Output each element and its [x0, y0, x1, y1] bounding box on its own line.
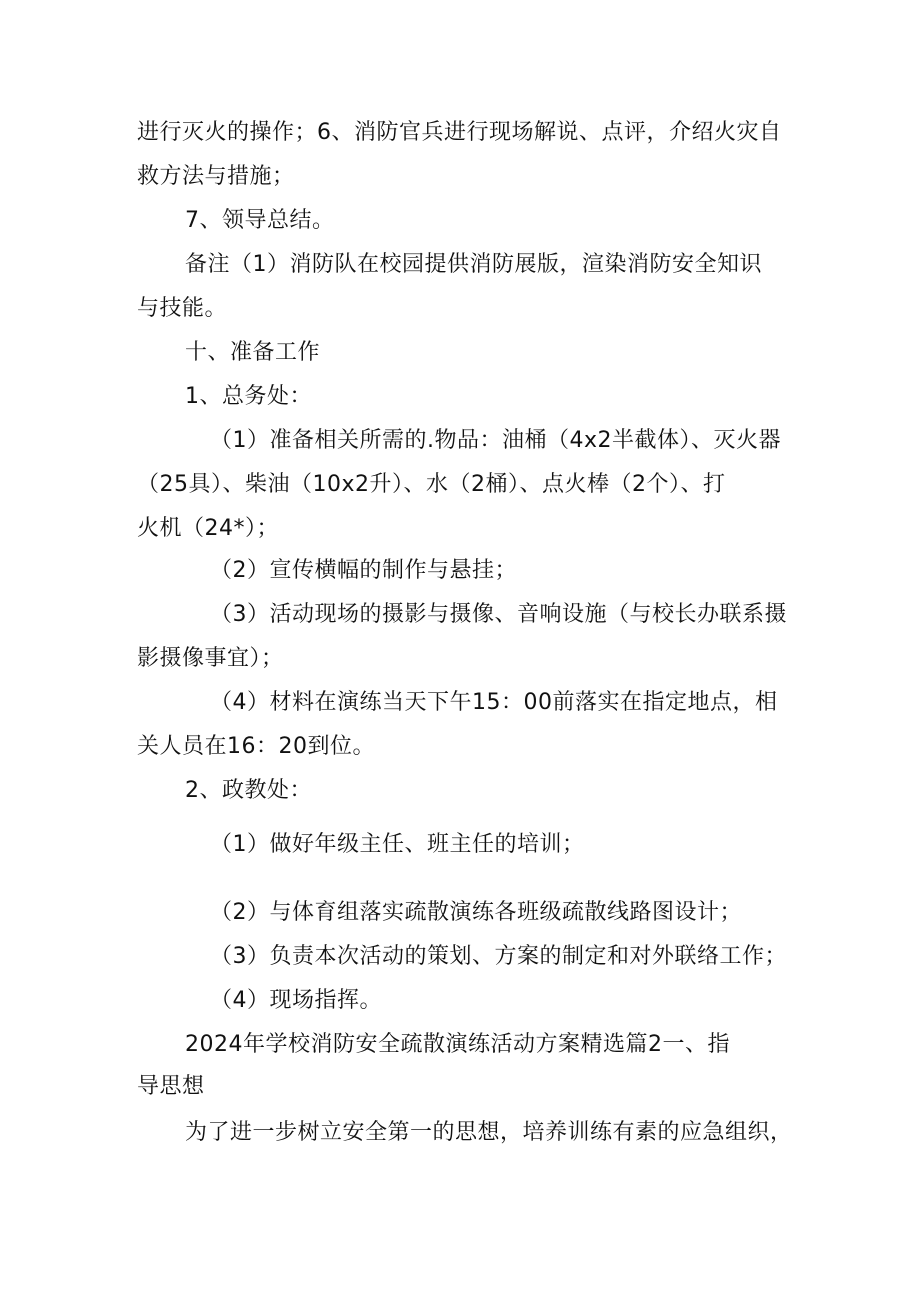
subsection-heading: 2、政教处：: [185, 778, 312, 803]
subsection-heading: 1、总务处：: [185, 384, 312, 409]
text-line: 7、领导总结。: [185, 208, 335, 233]
section-heading: 十、准备工作: [185, 340, 321, 365]
text-line: 救方法与措施；: [137, 164, 295, 189]
text-line: 为了进一步树立安全第一的思想，培养训练有素的应急组织，: [185, 1120, 793, 1145]
text-line: 进行灭火的操作；6、消防官兵进行现场解说、点评，介绍火灾自: [137, 120, 782, 145]
text-line: （1）准备相关所需的.物品：油桶（4x2半截体）、灭火器: [210, 428, 782, 453]
text-line: 火机（24*）；: [137, 516, 279, 541]
text-line: 与技能。: [137, 296, 228, 321]
text-line: 备注（1）消防队在校园提供消防展版，渲染消防安全知识: [185, 252, 762, 277]
text-line: 导思想: [137, 1074, 205, 1099]
text-line: （4）现场指挥。: [210, 988, 382, 1013]
text-line: 关人员在16：20到位。: [137, 734, 375, 759]
text-line: 影摄像事宜）；: [137, 646, 284, 671]
text-line: 2024年学校消防安全疏散演练活动方案精选篇2一、指: [185, 1032, 730, 1057]
text-line: （2）与体育组落实疏散演练各班级疏散线路图设计；: [210, 900, 742, 925]
text-line: （4）材料在演练当天下午15：00前落实在指定地点，相: [210, 690, 778, 715]
text-line: （2）宣传横幅的制作与悬挂；: [210, 558, 517, 583]
text-line: （3）活动现场的摄影与摄像、音响设施（与校长办联系摄: [210, 602, 787, 627]
text-line: （25具）、柴油（10x2升）、水（2桶）、点火棒（2个）、打: [137, 472, 726, 497]
text-line: （3）负责本次活动的策划、方案的制定和对外联络工作；: [210, 944, 787, 969]
text-line: （1）做好年级主任、班主任的培训；: [210, 832, 585, 857]
